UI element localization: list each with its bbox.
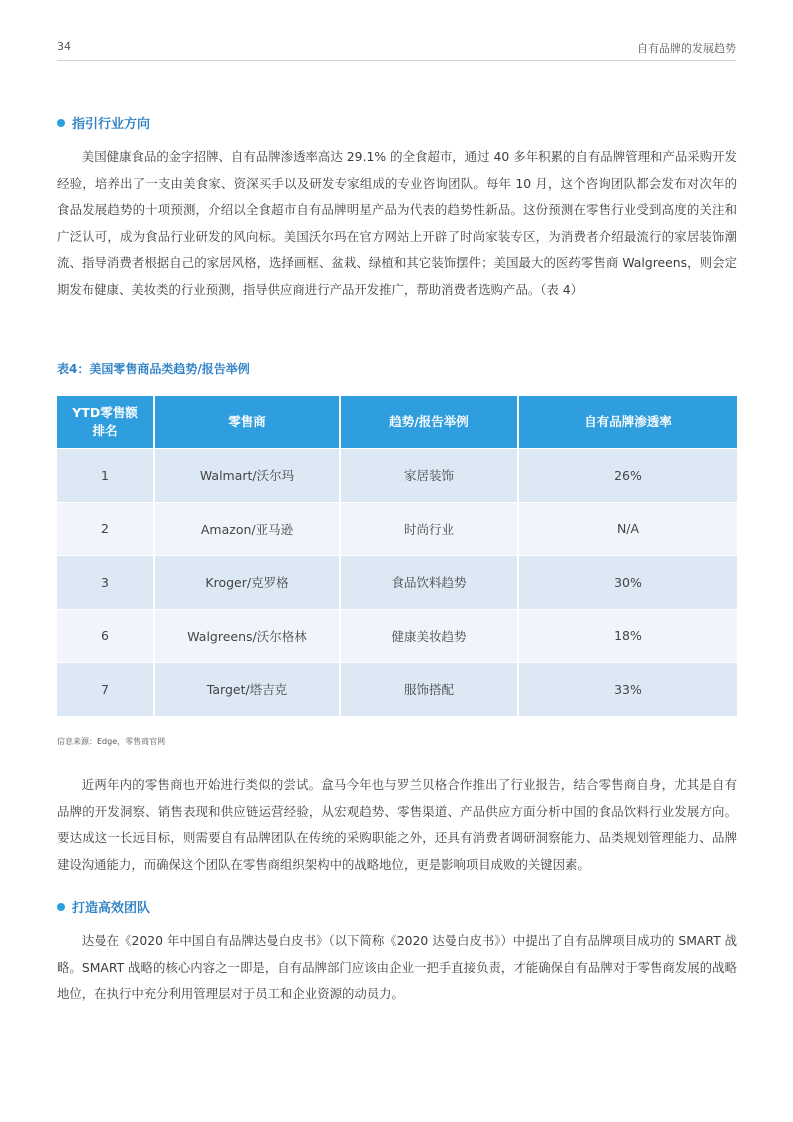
section-heading-team [57, 897, 150, 916]
cell-retailer: Target/塔吉克 [154, 663, 340, 716]
column-header-retailer: 零售商 [154, 396, 340, 449]
running-title: 自有品牌的发展趋势 [637, 42, 736, 55]
retailer-trend-table [57, 396, 737, 716]
cell-penetration: 18% [518, 609, 737, 663]
cell-retailer: Amazon/亚马逊 [154, 502, 340, 556]
body-paragraph: 美国健康食品的金字招牌、自有品牌渗透率高达 29.1% 的全食超市，通过 40 多年积累的自有品牌管理和产品采购开发经验，培养出了一支由美食家、资深买手以及研发专家组成的专业咨询团队。每年 10 月，这个咨询团队都会发布对次年的食品发展趋势的十项预测，介绍以全食超市自有品牌明星产品为代表的趋势性新品。这份预测在零售行业受到高度的关注和广泛认可，成为食品行业研发的风向标。美国沃尔玛在官方网站上开辟了时尚家装专区，为消费者介绍最流行的家居装饰潮流、指导消费者根据自己的家居风格，选择画框、盆栽、绿植和其它装饰摆件；美国最大的医药零售商 Walgreens，则会定期发布健康、美妆类的行业预测，指导供应商进行产品开发推广，帮助消费者选购产品。（表 4） [57, 149, 737, 297]
cell-penetration: N/A [518, 502, 737, 556]
column-header-penetration: 自有品牌渗透率 [518, 396, 737, 449]
table-row [57, 663, 737, 716]
table-row [57, 609, 737, 663]
cell-retailer: Walmart/沃尔玛 [154, 449, 340, 503]
cell-rank: 6 [57, 609, 154, 663]
cell-rank: 2 [57, 502, 154, 556]
table-row [57, 556, 737, 610]
table-row [57, 502, 737, 556]
section-heading-direction [57, 113, 150, 132]
cell-penetration: 30% [518, 556, 737, 610]
cell-penetration: 33% [518, 663, 737, 716]
table-caption: 表4：美国零售商品类趋势/报告举例 [57, 362, 250, 376]
table-row [57, 449, 737, 503]
cell-trend: 家居装饰 [340, 449, 518, 503]
cell-retailer: Walgreens/沃尔格林 [154, 609, 340, 663]
cell-trend: 时尚行业 [340, 502, 518, 556]
cell-rank: 1 [57, 449, 154, 503]
body-paragraph: 达曼在《2020 年中国自有品牌达曼白皮书》（以下简称《2020 达曼白皮书》）中提出了自有品牌项目成功的 SMART 战略。SMART 战略的核心内容之一即是，自有品牌部门应该由企业一把手直接负责，才能确保自有品牌对于零售商发展的战略地位，在执行中充分利用管理层对于员工和企业资源的动员力。 [57, 933, 737, 1001]
table-source-note: 信息来源：Edge，零售商官网 [57, 737, 166, 746]
cell-trend: 服饰搭配 [340, 663, 518, 716]
cell-penetration: 26% [518, 449, 737, 503]
section-title: 指引行业方向 [72, 117, 151, 132]
page-header [57, 38, 736, 61]
cell-rank: 3 [57, 556, 154, 610]
cell-rank: 7 [57, 663, 154, 716]
bullet-icon [57, 119, 65, 127]
table-header-row [57, 396, 737, 449]
body-paragraph: 近两年内的零售商也开始进行类似的尝试。盒马今年也与罗兰贝格合作推出了行业报告，结合零售商自身，尤其是自有品牌的开发洞察、销售表现和供应链运营经验，从宏观趋势、零售渠道、产品供应方面分析中国的食品饮料行业发展方向。要达成这一长远目标，则需要自有品牌团队在传统的采购职能之外，还具有消费者调研洞察能力、品类规划管理能力、品牌建设沟通能力，而确保这个团队在零售商组织架构中的战略地位，更是影响项目成败的关键因素。 [57, 777, 737, 872]
column-header-rank: YTD零售额排名 [57, 396, 154, 449]
bullet-icon [57, 903, 65, 911]
cell-trend: 食品饮料趋势 [340, 556, 518, 610]
cell-trend: 健康美妆趋势 [340, 609, 518, 663]
cell-retailer: Kroger/克罗格 [154, 556, 340, 610]
page-number: 34 [57, 40, 71, 53]
column-header-trend: 趋势/报告举例 [340, 396, 518, 449]
section-title: 打造高效团队 [72, 901, 151, 916]
